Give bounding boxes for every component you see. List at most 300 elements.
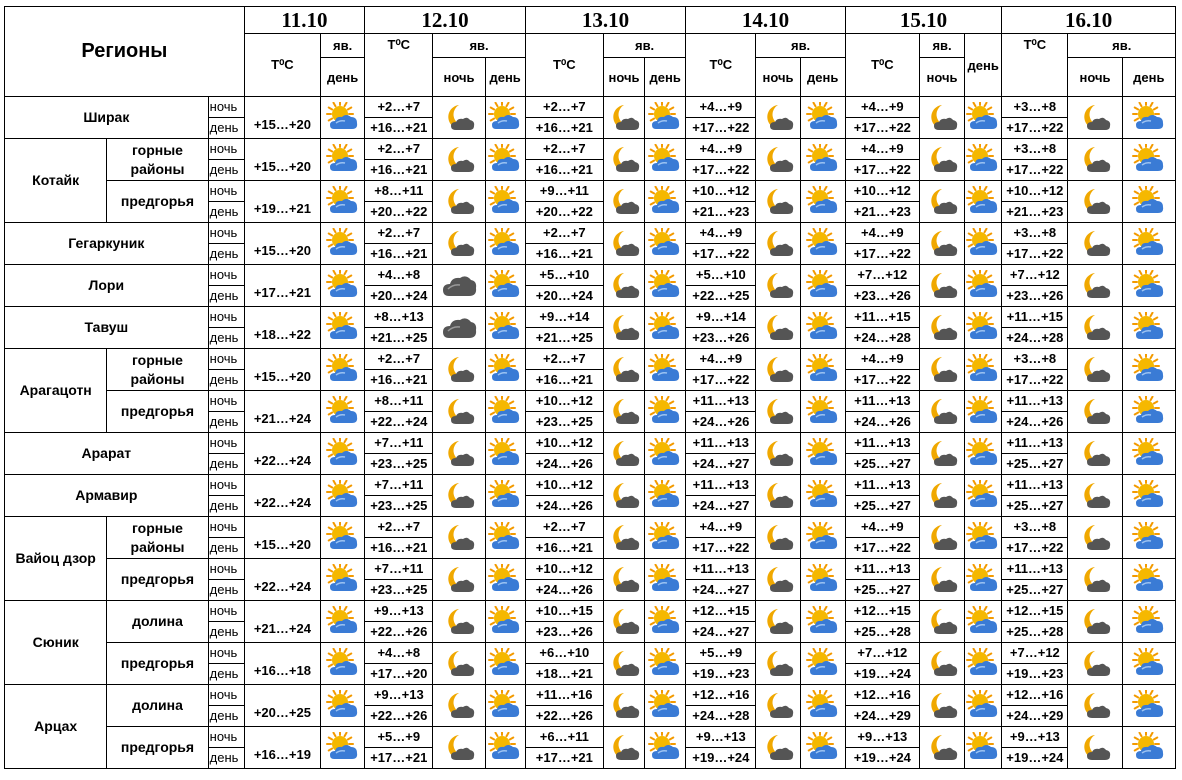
day-label: день bbox=[208, 328, 244, 349]
temp-day-value: +24…+26 bbox=[525, 454, 603, 475]
sun-cloud-icon bbox=[966, 583, 1000, 600]
phen-night-cell bbox=[433, 433, 485, 475]
sun-cloud-icon bbox=[1132, 415, 1166, 432]
sun-cloud-icon bbox=[648, 751, 682, 768]
sun-cloud-icon bbox=[648, 205, 682, 222]
sun-cloud-icon bbox=[648, 667, 682, 684]
temp-day-value: +25…+27 bbox=[1002, 454, 1068, 475]
sun-cloud-icon bbox=[806, 751, 840, 768]
moon-cloud-icon bbox=[925, 709, 959, 726]
sun-cloud-icon bbox=[488, 289, 522, 306]
moon-cloud-icon bbox=[1078, 541, 1112, 558]
temp-night-value: +11…+13 bbox=[845, 433, 919, 454]
temp-day-value: +17…+22 bbox=[845, 538, 919, 559]
day-label: день bbox=[208, 538, 244, 559]
temp-day-value: +21…+25 bbox=[365, 328, 433, 349]
phen-day-cell bbox=[645, 139, 686, 181]
moon-cloud-icon bbox=[442, 709, 476, 726]
moon-cloud-icon bbox=[607, 625, 641, 642]
moon-cloud-icon bbox=[442, 751, 476, 768]
sun-cloud-icon bbox=[326, 415, 360, 432]
temp-night-value: +11…+13 bbox=[686, 559, 756, 580]
phen-day-cell bbox=[645, 265, 686, 307]
phen-day-cell bbox=[645, 97, 686, 139]
phen-day-cell bbox=[321, 559, 365, 601]
phen-header: яв. bbox=[433, 34, 525, 58]
temp-night-value: +5…+9 bbox=[365, 727, 433, 748]
phen-header: яв. bbox=[321, 34, 365, 58]
phen-night-cell bbox=[1068, 559, 1122, 601]
temp-day-value: +17…+22 bbox=[1002, 160, 1068, 181]
phen-day-cell bbox=[645, 349, 686, 391]
day-label: день bbox=[208, 454, 244, 475]
phen-day-cell bbox=[1122, 475, 1175, 517]
temp-day-value: +17…+22 bbox=[845, 244, 919, 265]
phen-night-cell bbox=[756, 727, 800, 769]
temp-day-value: +25…+28 bbox=[845, 622, 919, 643]
temp-night-value: +10…+12 bbox=[525, 475, 603, 496]
moon-cloud-icon bbox=[925, 331, 959, 348]
moon-cloud-icon bbox=[1078, 667, 1112, 684]
temp-night-value: +2…+7 bbox=[525, 517, 603, 538]
phen-night-cell bbox=[919, 559, 964, 601]
region-name: Арцах bbox=[5, 685, 107, 769]
temp-header: T⁰C bbox=[845, 34, 919, 97]
phen-day-cell bbox=[485, 517, 525, 559]
phen-night-cell bbox=[756, 559, 800, 601]
temp-night-value: +4…+9 bbox=[845, 139, 919, 160]
sun-cloud-icon bbox=[648, 583, 682, 600]
moon-cloud-icon bbox=[607, 499, 641, 516]
temp-header: T⁰C bbox=[244, 34, 320, 97]
region-name: Арарат bbox=[5, 433, 209, 475]
moon-cloud-icon bbox=[442, 499, 476, 516]
sun-cloud-icon bbox=[966, 247, 1000, 264]
sun-cloud-icon bbox=[1132, 205, 1166, 222]
sun-cloud-icon bbox=[326, 541, 360, 558]
moon-cloud-icon bbox=[607, 331, 641, 348]
phen-night-cell bbox=[433, 181, 485, 223]
temp-night-value: +4…+9 bbox=[845, 97, 919, 118]
temp-day-value: +20…+22 bbox=[365, 202, 433, 223]
phen-day-cell bbox=[485, 265, 525, 307]
phen-day-cell bbox=[321, 223, 365, 265]
temp-day-value: +20…+24 bbox=[365, 286, 433, 307]
moon-cloud-icon bbox=[761, 121, 795, 138]
phen-day-cell bbox=[645, 307, 686, 349]
night-header: ночь bbox=[1068, 58, 1122, 97]
sun-cloud-icon bbox=[488, 121, 522, 138]
moon-cloud-icon bbox=[925, 289, 959, 306]
temp-night-value: +9…+14 bbox=[525, 307, 603, 328]
day-header: день bbox=[1122, 58, 1175, 97]
temp-night-value: +7…+11 bbox=[365, 475, 433, 496]
subregion-name: долина bbox=[107, 601, 208, 643]
sun-cloud-icon bbox=[1132, 331, 1166, 348]
night-label: ночь bbox=[208, 517, 244, 538]
phen-day-cell bbox=[321, 475, 365, 517]
temp-night-value: +4…+9 bbox=[686, 97, 756, 118]
night-label: ночь bbox=[208, 685, 244, 706]
temp-day-value: +16…+21 bbox=[365, 538, 433, 559]
temp-day-value: +15…+20 bbox=[244, 349, 320, 391]
phen-night-cell bbox=[919, 685, 964, 727]
temp-day-value: +19…+23 bbox=[686, 664, 756, 685]
night-header: ночь bbox=[433, 58, 485, 97]
moon-cloud-icon bbox=[761, 457, 795, 474]
phen-night-cell bbox=[433, 727, 485, 769]
moon-cloud-icon bbox=[761, 499, 795, 516]
region-name: Сюник bbox=[5, 601, 107, 685]
temp-header: T⁰C bbox=[1002, 34, 1068, 97]
phen-day-cell bbox=[321, 97, 365, 139]
night-label: ночь bbox=[208, 475, 244, 496]
temp-day-value: +17…+22 bbox=[686, 538, 756, 559]
phen-night-cell bbox=[1068, 139, 1122, 181]
moon-cloud-icon bbox=[607, 415, 641, 432]
temp-night-value: +5…+9 bbox=[686, 643, 756, 664]
moon-cloud-icon bbox=[925, 667, 959, 684]
phen-day-cell bbox=[965, 139, 1002, 181]
temp-day-value: +24…+27 bbox=[686, 580, 756, 601]
phen-day-cell bbox=[965, 223, 1002, 265]
temp-day-value: +23…+26 bbox=[525, 622, 603, 643]
phen-day-cell bbox=[800, 265, 845, 307]
temp-night-value: +4…+9 bbox=[686, 139, 756, 160]
sun-cloud-icon bbox=[966, 457, 1000, 474]
sun-cloud-icon bbox=[1132, 289, 1166, 306]
temp-night-value: +2…+7 bbox=[365, 97, 433, 118]
temp-day-value: +24…+26 bbox=[845, 412, 919, 433]
temp-day-value: +17…+20 bbox=[365, 664, 433, 685]
sun-cloud-icon bbox=[488, 625, 522, 642]
temp-day-value: +22…+26 bbox=[365, 622, 433, 643]
phen-day-cell bbox=[1122, 181, 1175, 223]
sun-cloud-icon bbox=[966, 289, 1000, 306]
phen-header: яв. bbox=[603, 34, 685, 58]
temp-day-value: +19…+23 bbox=[1002, 664, 1068, 685]
sun-cloud-icon bbox=[488, 373, 522, 390]
date-header: 12.10 bbox=[365, 7, 526, 34]
sun-cloud-icon bbox=[488, 583, 522, 600]
temp-day-value: +19…+24 bbox=[1002, 748, 1068, 769]
phen-day-cell bbox=[321, 601, 365, 643]
phen-night-cell bbox=[919, 223, 964, 265]
moon-cloud-icon bbox=[1078, 205, 1112, 222]
subregion-name: горные районы bbox=[107, 349, 208, 391]
phen-day-cell bbox=[800, 391, 845, 433]
temp-day-value: +24…+27 bbox=[686, 454, 756, 475]
phen-day-cell bbox=[321, 265, 365, 307]
day-label: день bbox=[208, 202, 244, 223]
sun-cloud-icon bbox=[648, 499, 682, 516]
phen-day-cell bbox=[1122, 265, 1175, 307]
phen-day-cell bbox=[1122, 349, 1175, 391]
temp-day-value: +22…+26 bbox=[525, 706, 603, 727]
sun-cloud-icon bbox=[488, 331, 522, 348]
phen-night-cell bbox=[603, 265, 644, 307]
phen-day-cell bbox=[485, 685, 525, 727]
day-label: день bbox=[208, 412, 244, 433]
temp-day-value: +15…+20 bbox=[244, 517, 320, 559]
phen-night-cell bbox=[433, 223, 485, 265]
phen-night-cell bbox=[433, 475, 485, 517]
phen-day-cell bbox=[645, 475, 686, 517]
sun-cloud-icon bbox=[326, 499, 360, 516]
phen-night-cell bbox=[919, 517, 964, 559]
phen-night-cell bbox=[1068, 223, 1122, 265]
subregion-name: предгорья bbox=[107, 391, 208, 433]
region-name: Армавир bbox=[5, 475, 209, 517]
phen-day-cell bbox=[645, 643, 686, 685]
phen-night-cell bbox=[603, 685, 644, 727]
temp-night-value: +8…+11 bbox=[365, 391, 433, 412]
sun-cloud-icon bbox=[648, 331, 682, 348]
sun-cloud-icon bbox=[488, 205, 522, 222]
phen-night-cell bbox=[603, 475, 644, 517]
sun-cloud-icon bbox=[648, 247, 682, 264]
sun-cloud-icon bbox=[326, 205, 360, 222]
temp-day-value: +23…+26 bbox=[845, 286, 919, 307]
sun-cloud-icon bbox=[966, 373, 1000, 390]
temp-day-value: +17…+21 bbox=[365, 748, 433, 769]
phen-day-cell bbox=[965, 559, 1002, 601]
temp-day-value: +24…+29 bbox=[1002, 706, 1068, 727]
phen-day-cell bbox=[965, 97, 1002, 139]
temp-day-value: +22…+26 bbox=[365, 706, 433, 727]
phen-day-cell bbox=[485, 601, 525, 643]
phen-night-cell bbox=[756, 391, 800, 433]
phen-day-cell bbox=[800, 517, 845, 559]
temp-day-value: +17…+22 bbox=[686, 160, 756, 181]
day-header: день bbox=[800, 58, 845, 97]
phen-day-cell bbox=[965, 727, 1002, 769]
sun-cloud-icon bbox=[648, 289, 682, 306]
sun-cloud-icon bbox=[648, 373, 682, 390]
phen-day-cell bbox=[645, 727, 686, 769]
regions-header: Регионы bbox=[5, 7, 245, 97]
moon-cloud-icon bbox=[761, 289, 795, 306]
phen-day-cell bbox=[321, 391, 365, 433]
phen-day-cell bbox=[485, 433, 525, 475]
sun-cloud-icon bbox=[806, 121, 840, 138]
moon-cloud-icon bbox=[925, 415, 959, 432]
subregion-name: горные районы bbox=[107, 139, 208, 181]
phen-day-cell bbox=[800, 601, 845, 643]
moon-cloud-icon bbox=[925, 205, 959, 222]
temp-day-value: +22…+25 bbox=[686, 286, 756, 307]
day-header: день bbox=[321, 58, 365, 97]
forecast-table bbox=[4, 6, 1176, 769]
phen-night-cell bbox=[603, 97, 644, 139]
temp-day-value: +25…+27 bbox=[1002, 580, 1068, 601]
temp-day-value: +19…+24 bbox=[845, 748, 919, 769]
temp-night-value: +12…+16 bbox=[1002, 685, 1068, 706]
sun-cloud-icon bbox=[648, 709, 682, 726]
moon-cloud-icon bbox=[1078, 373, 1112, 390]
phen-day-cell bbox=[965, 349, 1002, 391]
sun-cloud-icon bbox=[488, 247, 522, 264]
temp-day-value: +23…+26 bbox=[1002, 286, 1068, 307]
night-label: ночь bbox=[208, 559, 244, 580]
phen-night-cell bbox=[1068, 349, 1122, 391]
temp-day-value: +16…+21 bbox=[365, 118, 433, 139]
temp-day-value: +20…+25 bbox=[244, 685, 320, 727]
temp-day-value: +15…+20 bbox=[244, 223, 320, 265]
phen-day-cell bbox=[1122, 433, 1175, 475]
phen-day-cell bbox=[965, 475, 1002, 517]
temp-day-value: +17…+22 bbox=[686, 370, 756, 391]
phen-day-cell bbox=[800, 97, 845, 139]
phen-day-cell bbox=[321, 349, 365, 391]
sun-cloud-icon bbox=[806, 331, 840, 348]
temp-day-value: +25…+28 bbox=[1002, 622, 1068, 643]
temp-night-value: +8…+11 bbox=[365, 181, 433, 202]
sun-cloud-icon bbox=[966, 751, 1000, 768]
temp-day-value: +24…+26 bbox=[1002, 412, 1068, 433]
phen-day-cell bbox=[1122, 223, 1175, 265]
temp-day-value: +16…+21 bbox=[365, 244, 433, 265]
day-label: день bbox=[208, 496, 244, 517]
temp-night-value: +4…+9 bbox=[845, 349, 919, 370]
temp-day-value: +17…+22 bbox=[845, 160, 919, 181]
sun-cloud-icon bbox=[648, 121, 682, 138]
temp-night-value: +11…+13 bbox=[686, 391, 756, 412]
moon-cloud-icon bbox=[1078, 499, 1112, 516]
sun-cloud-icon bbox=[488, 415, 522, 432]
region-name: Гегаркуник bbox=[5, 223, 209, 265]
phen-day-cell bbox=[485, 643, 525, 685]
phen-day-cell bbox=[1122, 601, 1175, 643]
temp-day-value: +23…+25 bbox=[365, 454, 433, 475]
day-header: день bbox=[645, 58, 686, 97]
moon-cloud-icon bbox=[607, 709, 641, 726]
phen-night-cell bbox=[603, 517, 644, 559]
phen-day-cell bbox=[645, 391, 686, 433]
moon-cloud-icon bbox=[607, 247, 641, 264]
day-label: день bbox=[208, 286, 244, 307]
moon-cloud-icon bbox=[607, 289, 641, 306]
moon-cloud-icon bbox=[761, 541, 795, 558]
temp-day-value: +15…+20 bbox=[244, 97, 320, 139]
temp-night-value: +7…+12 bbox=[845, 265, 919, 286]
phen-header: яв. bbox=[919, 34, 964, 58]
phen-day-cell bbox=[965, 307, 1002, 349]
temp-night-value: +11…+13 bbox=[845, 391, 919, 412]
sun-cloud-icon bbox=[648, 625, 682, 642]
moon-cloud-icon bbox=[442, 625, 476, 642]
phen-night-cell bbox=[603, 307, 644, 349]
phen-day-cell bbox=[800, 139, 845, 181]
sun-cloud-icon bbox=[1132, 751, 1166, 768]
phen-night-cell bbox=[433, 517, 485, 559]
day-label: день bbox=[208, 664, 244, 685]
temp-header: T⁰C bbox=[365, 34, 433, 97]
phen-day-cell bbox=[800, 349, 845, 391]
temp-night-value: +4…+8 bbox=[365, 265, 433, 286]
temp-night-value: +2…+7 bbox=[525, 97, 603, 118]
temp-night-value: +7…+12 bbox=[1002, 265, 1068, 286]
sun-cloud-icon bbox=[648, 457, 682, 474]
phen-day-cell bbox=[965, 265, 1002, 307]
sun-cloud-icon bbox=[326, 121, 360, 138]
phen-night-cell bbox=[756, 307, 800, 349]
sun-cloud-icon bbox=[1132, 625, 1166, 642]
phen-night-cell bbox=[919, 349, 964, 391]
phen-night-cell bbox=[919, 181, 964, 223]
sun-cloud-icon bbox=[1132, 121, 1166, 138]
temp-night-value: +11…+13 bbox=[686, 433, 756, 454]
temp-night-value: +7…+11 bbox=[365, 559, 433, 580]
day-header: день bbox=[485, 58, 525, 97]
temp-day-value: +17…+22 bbox=[845, 118, 919, 139]
sun-cloud-icon bbox=[1132, 583, 1166, 600]
moon-cloud-icon bbox=[761, 625, 795, 642]
phen-night-cell bbox=[1068, 727, 1122, 769]
phen-day-cell bbox=[485, 307, 525, 349]
temp-night-value: +12…+16 bbox=[686, 685, 756, 706]
phen-night-cell bbox=[756, 475, 800, 517]
phen-night-cell bbox=[756, 139, 800, 181]
temp-day-value: +21…+23 bbox=[845, 202, 919, 223]
phen-night-cell bbox=[919, 727, 964, 769]
phen-night-cell bbox=[603, 181, 644, 223]
phen-night-cell bbox=[433, 349, 485, 391]
sun-cloud-icon bbox=[1132, 163, 1166, 180]
temp-day-value: +17…+21 bbox=[244, 265, 320, 307]
temp-day-value: +17…+21 bbox=[525, 748, 603, 769]
sun-cloud-icon bbox=[648, 163, 682, 180]
night-label: ночь bbox=[208, 307, 244, 328]
temp-night-value: +2…+7 bbox=[525, 349, 603, 370]
phen-night-cell bbox=[1068, 391, 1122, 433]
temp-night-value: +11…+16 bbox=[525, 685, 603, 706]
night-header: ночь bbox=[756, 58, 800, 97]
sun-cloud-icon bbox=[806, 709, 840, 726]
temp-night-value: +9…+13 bbox=[365, 685, 433, 706]
temp-night-value: +3…+8 bbox=[1002, 139, 1068, 160]
sun-cloud-icon bbox=[806, 499, 840, 516]
phen-night-cell bbox=[756, 223, 800, 265]
phen-night-cell bbox=[919, 433, 964, 475]
phen-night-cell bbox=[1068, 97, 1122, 139]
moon-cloud-icon bbox=[761, 709, 795, 726]
phen-night-cell bbox=[756, 349, 800, 391]
sun-cloud-icon bbox=[966, 709, 1000, 726]
temp-day-value: +21…+25 bbox=[525, 328, 603, 349]
temp-night-value: +9…+13 bbox=[365, 601, 433, 622]
day-label: день bbox=[208, 622, 244, 643]
sun-cloud-icon bbox=[806, 541, 840, 558]
temp-day-value: +19…+24 bbox=[686, 748, 756, 769]
moon-cloud-icon bbox=[761, 373, 795, 390]
day-label: день bbox=[208, 160, 244, 181]
moon-cloud-icon bbox=[442, 121, 476, 138]
phen-day-cell bbox=[645, 223, 686, 265]
sun-cloud-icon bbox=[966, 331, 1000, 348]
temp-night-value: +9…+13 bbox=[686, 727, 756, 748]
sun-cloud-icon bbox=[966, 415, 1000, 432]
phen-day-cell bbox=[485, 223, 525, 265]
moon-cloud-icon bbox=[925, 751, 959, 768]
sun-cloud-icon bbox=[488, 751, 522, 768]
temp-night-value: +2…+7 bbox=[365, 139, 433, 160]
phen-night-cell bbox=[1068, 433, 1122, 475]
temp-night-value: +6…+11 bbox=[525, 727, 603, 748]
phen-day-cell bbox=[645, 685, 686, 727]
sun-cloud-icon bbox=[326, 667, 360, 684]
temp-night-value: +10…+12 bbox=[525, 391, 603, 412]
